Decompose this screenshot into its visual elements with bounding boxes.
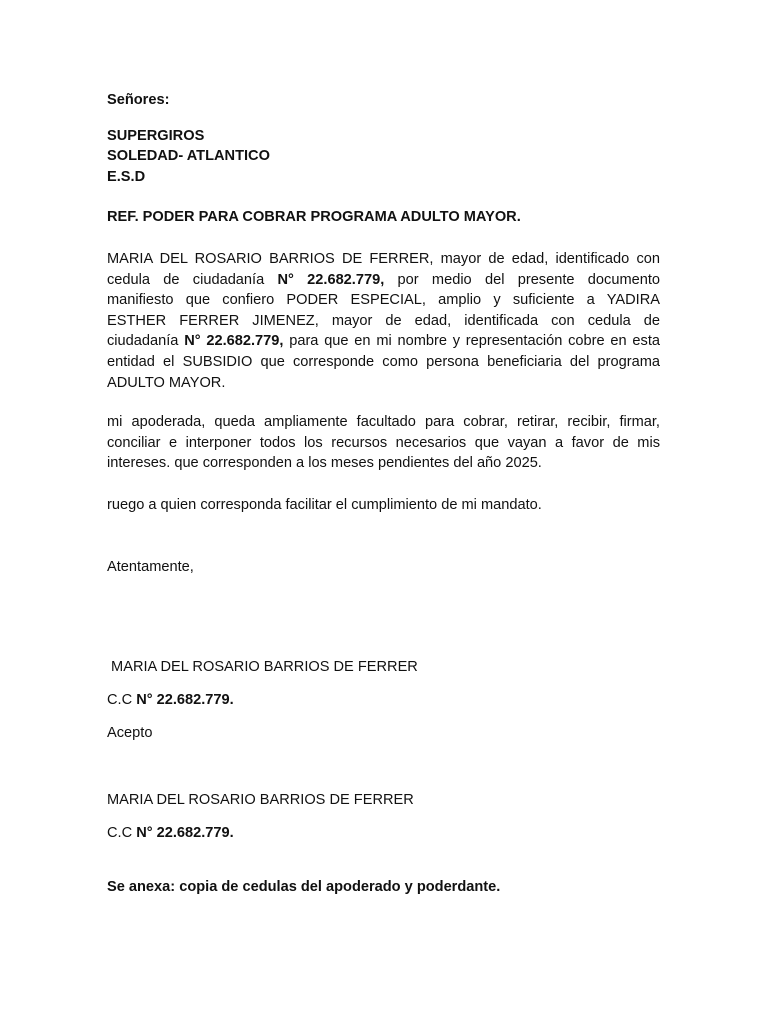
paragraph1-line: entidad el SUBSIDIO que corresponde como persona beneficiaria del programa [107,353,660,370]
id-number: N° 22.682.779, [184,333,284,350]
id-number: N° 22.682.779. [136,692,234,708]
salutation: Señores: [107,92,170,108]
recipient-name: SUPERGIROS [107,128,205,144]
accept-label: Acepto [107,725,153,741]
paragraph1-line: MARIA DEL ROSARIO BARRIOS DE FERRER, mayor de edad, identificado con [107,251,660,267]
annex-note: Se anexa: copia de cedulas del apoderado y poderdante. [107,879,501,895]
paragraph-authority [107,412,660,474]
recipient-location: SOLEDAD- ATLANTICO [107,148,270,164]
paragraph-power-of-attorney [107,249,660,393]
signer2-name: MARIA DEL ROSARIO BARRIOS DE FERRER [107,792,414,808]
paragraph1-line: ciudadanía N° 22.682.779, para que en mi nombre y representación cobre en esta [107,333,660,350]
id-number: N° 22.682.779, [277,271,385,288]
paragraph2-line: conciliar e interponer todos los recursos necesarios que vayan a favor de mis [107,434,660,451]
paragraph1-line: ESTHER FERRER JIMENEZ, mayor de edad, identificada con cedula de [107,312,660,329]
reference-line: REF. PODER PARA COBRAR PROGRAMA ADULTO MAYOR. [107,209,521,225]
paragraph2-line: intereses. que corresponden a los meses pendientes del año 2025. [107,455,542,472]
recipient-esd: E.S.D [107,169,146,185]
letter-page [107,0,660,1024]
paragraph1-line: manifiesto que confiero PODER ESPECIAL, amplio y suficiente a YADIRA [107,292,660,309]
paragraph-request: ruego a quien corresponda facilitar el cumplimiento de mi mandato. [107,497,542,513]
paragraph2-line: mi apoderada, queda ampliamente facultado para cobrar, retirar, recibir, firmar, [107,414,660,430]
closing: Atentamente, [107,559,194,575]
id-number: N° 22.682.779. [136,825,234,841]
paragraph1-line: ADULTO MAYOR. [107,374,226,391]
signer2-id: C.C N° 22.682.779. [107,825,234,841]
signer1-id: C.C N° 22.682.779. [107,692,234,708]
paragraph1-line: cedula de ciudadanía N° 22.682.779, por medio del presente documento [107,271,660,288]
signer1-name: MARIA DEL ROSARIO BARRIOS DE FERRER [107,659,418,675]
